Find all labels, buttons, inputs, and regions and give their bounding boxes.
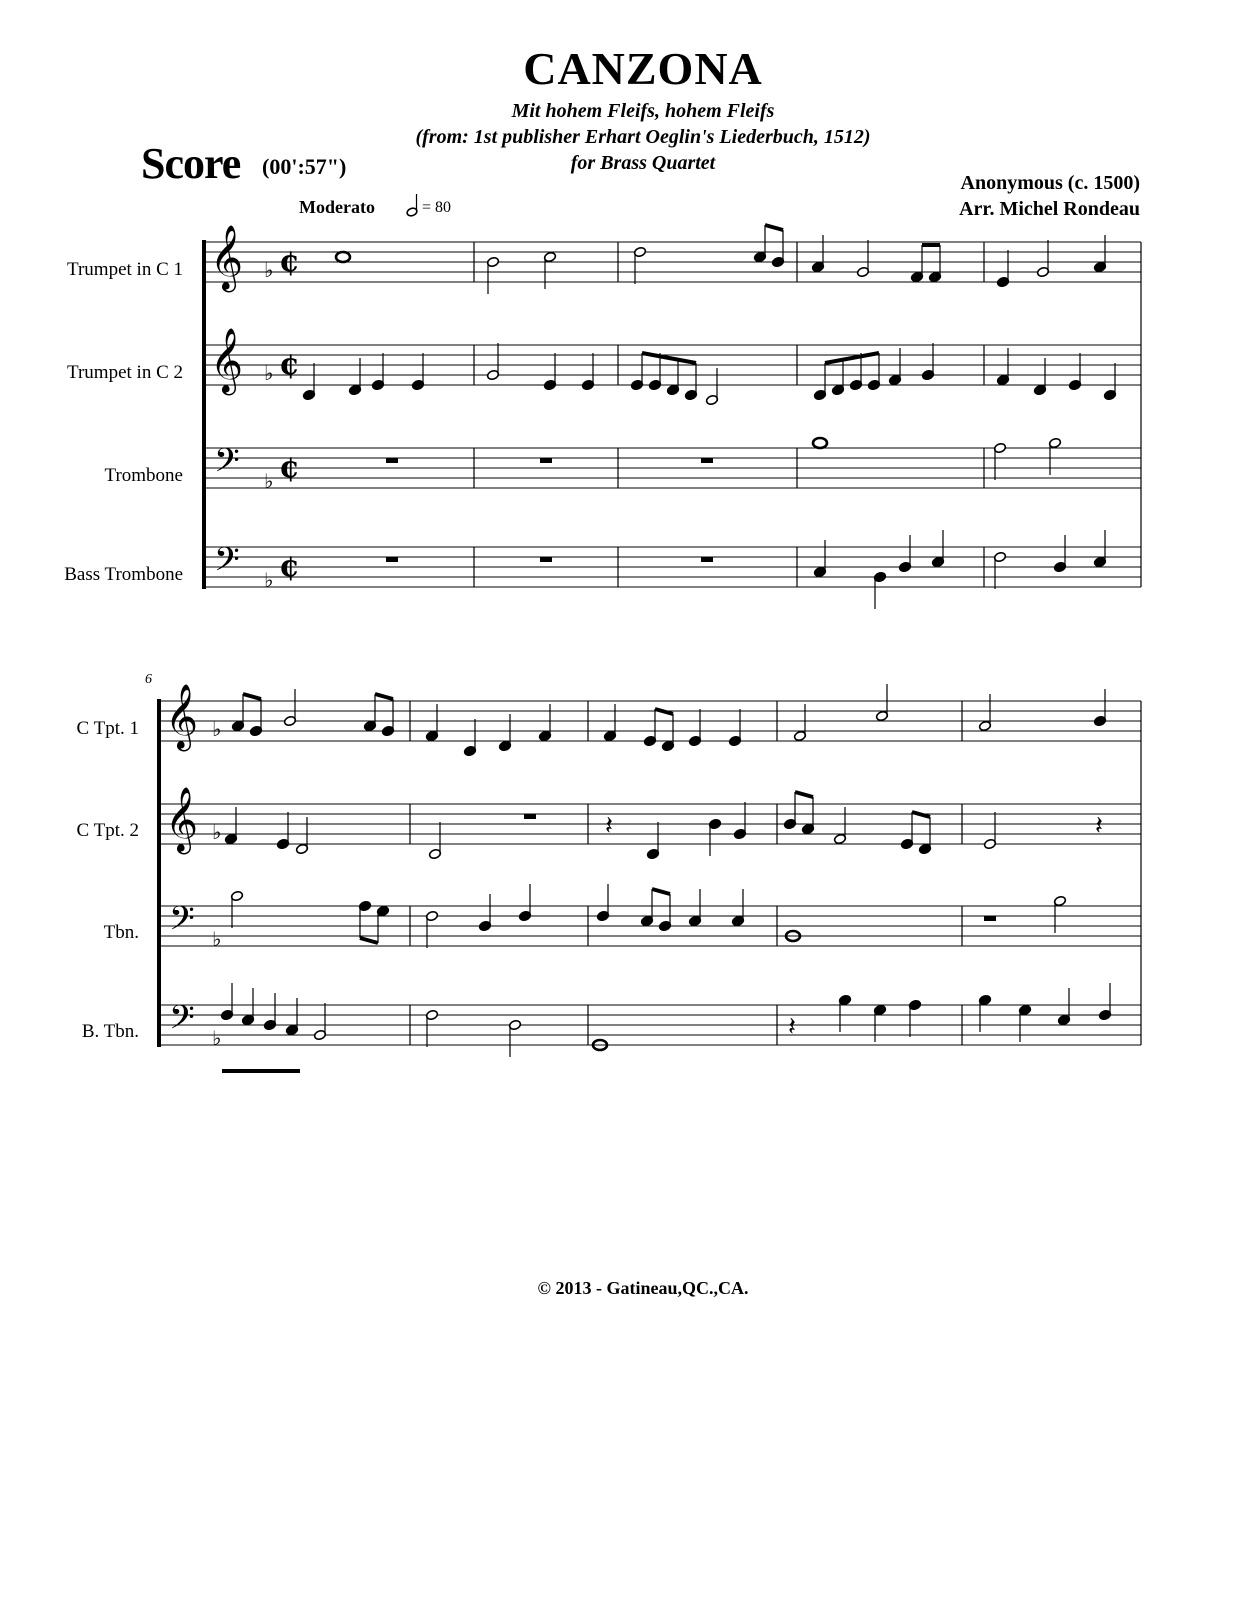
note-beam: [795, 792, 813, 797]
instrument-label-c-tpt-1: C Tpt. 1: [76, 718, 139, 739]
treble-clef-icon: 𝄞: [210, 225, 244, 290]
flat-key-signature-icon: ♭: [212, 717, 222, 741]
tempo-marking: Moderato: [299, 197, 375, 217]
cut-time-icon: ¢: [279, 549, 300, 584]
flat-key-signature-icon: ♭: [264, 258, 274, 282]
instrument-label-tbn: Tbn.: [103, 922, 139, 943]
flat-key-signature-icon: ♭: [212, 820, 222, 844]
instrument-label-b-tbn: B. Tbn.: [81, 1021, 139, 1042]
instrument-label-c-tpt-2: C Tpt. 2: [76, 820, 139, 841]
flat-key-signature-icon: ♭: [212, 1026, 222, 1050]
subtitle-ensemble: for Brass Quartet: [570, 152, 716, 174]
quarter-rest-icon: 𝄽: [788, 1012, 796, 1042]
quarter-rest-icon: 𝄽: [1095, 811, 1103, 841]
duration-label: (00':57"): [262, 154, 347, 179]
cut-time-icon: ¢: [279, 347, 300, 382]
whole-rest-icon: [540, 557, 552, 562]
note-beam: [912, 812, 930, 817]
note-beam: [655, 709, 673, 714]
whole-rest-icon: [386, 458, 398, 463]
composer-credit: Anonymous (c. 1500): [960, 172, 1140, 194]
cut-time-icon: ¢: [279, 450, 300, 485]
score-title: CANZONA: [523, 43, 763, 94]
whole-rest-icon: [701, 458, 713, 463]
flat-key-signature-icon: ♭: [264, 568, 274, 592]
measure-number: 6: [145, 672, 152, 687]
instrument-label-bass-trombone: Bass Trombone: [64, 564, 183, 585]
whole-rest-icon: [540, 458, 552, 463]
flat-key-signature-icon: ♭: [264, 361, 274, 385]
note-beam: [652, 889, 670, 894]
note-head: [336, 252, 350, 262]
note-beam: [360, 938, 378, 943]
quarter-rest-icon: 𝄽: [605, 811, 613, 841]
whole-rest-icon: [984, 916, 996, 921]
arranger-credit: Arr. Michel Rondeau: [959, 198, 1140, 220]
treble-clef-icon: 𝄞: [210, 328, 244, 393]
bass-clef-icon: 𝄢: [169, 900, 195, 946]
instrument-label-trumpet-2: Trumpet in C 2: [67, 362, 183, 383]
whole-rest-icon: [524, 814, 536, 819]
bass-clef-icon: 𝄢: [214, 442, 240, 488]
flat-key-signature-icon: ♭: [264, 469, 274, 493]
instrument-label-trombone: Trombone: [104, 465, 183, 486]
system-bracket: [157, 699, 161, 1047]
treble-clef-icon: 𝄞: [165, 787, 199, 852]
whole-rest-icon: [386, 557, 398, 562]
bass-clef-icon: 𝄢: [214, 541, 240, 587]
cut-time-icon: ¢: [279, 244, 300, 279]
bass-clef-icon: 𝄢: [169, 999, 195, 1045]
note-beam: [375, 694, 393, 699]
note-beam: [765, 225, 783, 230]
score-label: Score: [141, 139, 241, 188]
flat-key-signature-icon: ♭: [212, 927, 222, 951]
system-bracket: [202, 240, 206, 589]
treble-clef-icon: 𝄞: [165, 684, 199, 749]
note-head: [813, 438, 827, 448]
subtitle-song-name: Mit hohem Fleifs, hohem Fleifs: [511, 100, 775, 122]
subtitle-source: (from: 1st publisher Erhart Oeglin's Liederbuch, 1512): [415, 126, 871, 148]
whole-rest-icon: [701, 557, 713, 562]
copyright-notice: © 2013 - Gatineau,QC.,CA.: [537, 1278, 749, 1298]
instrument-label-trumpet-1: Trumpet in C 1: [67, 259, 183, 280]
tempo-value: = 80: [422, 199, 452, 216]
note-beam: [243, 694, 261, 699]
